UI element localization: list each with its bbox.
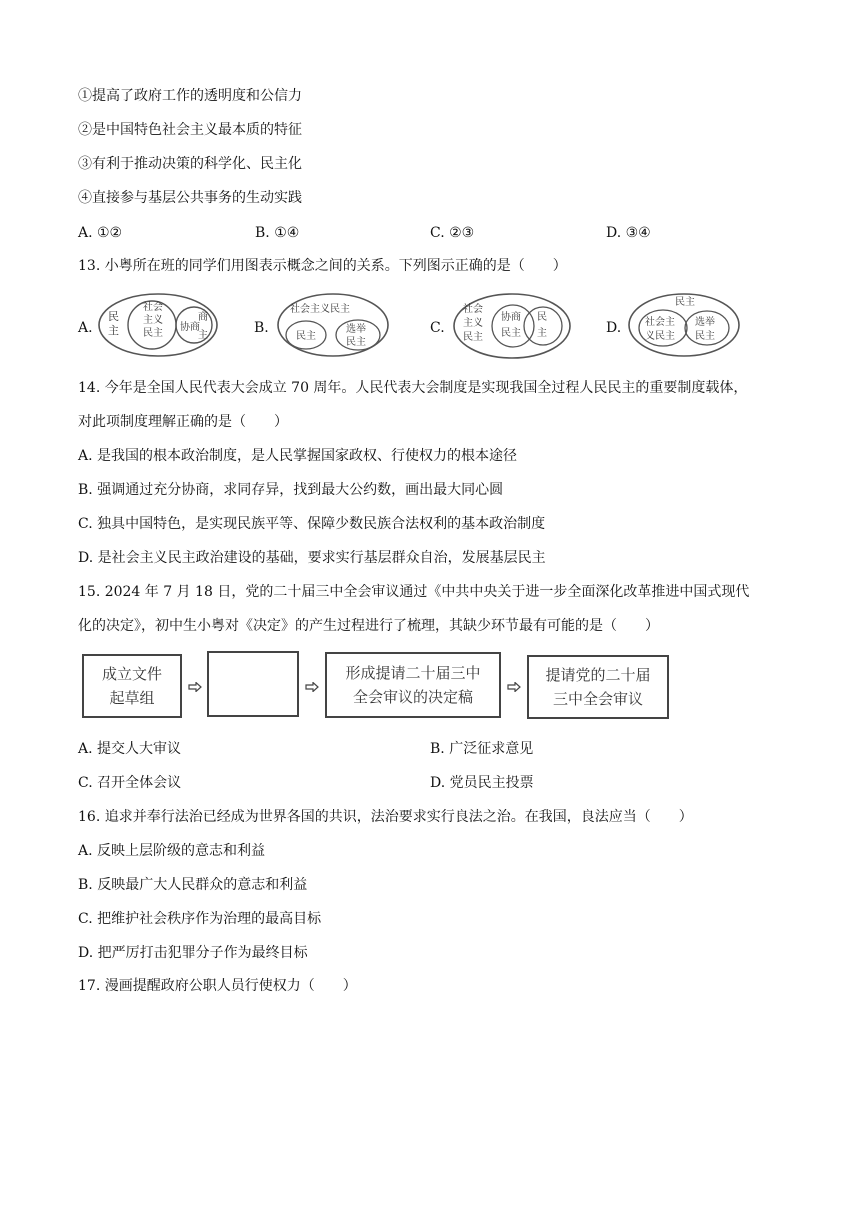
q13-stem: 13. 小粤所在班的同学们用图表示概念之间的关系。下列图示正确的是（ ） bbox=[78, 258, 567, 274]
flow-step-2-blank bbox=[207, 651, 299, 717]
svg-text:民主: 民主 bbox=[501, 328, 521, 339]
q14-option-d[interactable]: D. 是社会主义民主政治建设的基础，要求实行基层群众自治，发展基层民主 bbox=[78, 550, 546, 566]
q12-option-a[interactable]: A. ①② bbox=[78, 225, 123, 241]
q14-stem-line-2: 对此项制度理解正确的是（ ） bbox=[78, 414, 288, 430]
q15-stem-line-2: 化的决定》，初中生小粤对《决定》的产生过程进行了梳理，其缺少环节最有可能的是（ ） bbox=[78, 618, 659, 634]
q12-statement-3: ③有利于推动决策的科学化、民主化 bbox=[78, 156, 302, 172]
q14-stem-line-1: 14. 今年是全国人民代表大会成立 70 周年。人民代表大会制度是实现我国全过程人民民主的重要制度载体， bbox=[78, 380, 748, 396]
svg-text:协商: 协商 bbox=[180, 322, 200, 333]
svg-text:主: 主 bbox=[537, 328, 547, 339]
venn-a-outer-2: 主 bbox=[108, 324, 119, 337]
venn-diagram-a bbox=[96, 290, 220, 360]
q16-option-d[interactable]: D. 把严厉打击犯罪分子作为最终目标 bbox=[78, 945, 308, 961]
svg-text:主: 主 bbox=[198, 330, 208, 341]
q13-label-a[interactable]: A. bbox=[78, 320, 93, 336]
q13-label-d[interactable]: D. bbox=[606, 320, 622, 336]
q12-option-b[interactable]: B. ①④ bbox=[255, 225, 300, 241]
svg-text:民主: 民主 bbox=[143, 328, 163, 339]
q14-option-c[interactable]: C. 独具中国特色，是实现民族平等、保障少数民族合法权利的基本政治制度 bbox=[78, 516, 546, 532]
q12-statement-4: ④直接参与基层公共事务的生动实践 bbox=[78, 190, 302, 206]
svg-text:协商: 协商 bbox=[501, 312, 521, 323]
svg-text:义民主: 义民主 bbox=[645, 331, 675, 342]
flow-step-1: 成立文件 起草组 bbox=[82, 654, 182, 718]
q14-option-b[interactable]: B. 强调通过充分协商，求同存异，找到最大公约数，画出最大同心圆 bbox=[78, 482, 504, 498]
svg-text:民主: 民主 bbox=[463, 332, 483, 343]
svg-text:商: 商 bbox=[198, 312, 208, 323]
q15-option-b[interactable]: B. 广泛征求意见 bbox=[430, 741, 534, 757]
flow-step-3: 形成提请二十届三中 全会审议的决定稿 bbox=[325, 652, 501, 718]
svg-text:社会: 社会 bbox=[143, 302, 163, 313]
svg-text:民主: 民主 bbox=[346, 337, 366, 348]
q12-statement-2: ②是中国特色社会主义最本质的特征 bbox=[78, 122, 302, 138]
q14-option-a[interactable]: A. 是我国的根本政治制度，是人民掌握国家政权、行使权力的根本途径 bbox=[78, 448, 518, 464]
flow-arrow-3-icon bbox=[507, 682, 521, 692]
venn-diagram-b bbox=[276, 290, 390, 360]
q16-option-b[interactable]: B. 反映最广大人民群众的意志和利益 bbox=[78, 877, 308, 893]
svg-text:民主: 民主 bbox=[675, 297, 695, 308]
flow-arrow-1-icon bbox=[188, 682, 202, 692]
svg-text:选举: 选举 bbox=[346, 324, 366, 335]
svg-text:选举: 选举 bbox=[695, 317, 715, 328]
venn-a-outer-1: 民 bbox=[108, 310, 119, 323]
q13-label-c[interactable]: C. bbox=[430, 320, 445, 336]
q13-label-b[interactable]: B. bbox=[254, 320, 269, 336]
q15-option-c[interactable]: C. 召开全体会议 bbox=[78, 775, 182, 791]
q15-option-d[interactable]: D. 党员民主投票 bbox=[430, 775, 534, 791]
q16-option-c[interactable]: C. 把维护社会秩序作为治理的最高目标 bbox=[78, 911, 322, 927]
svg-text:主义: 主义 bbox=[143, 315, 163, 326]
q16-stem: 16. 追求并奉行法治已经成为世界各国的共识，法治要求实行良法之治。在我国，良法应当（ ） bbox=[78, 809, 693, 825]
q12-statement-1: ①提高了政府工作的透明度和公信力 bbox=[78, 88, 302, 104]
svg-text:民: 民 bbox=[537, 312, 547, 323]
q15-stem-line-1: 15. 2024 年 7 月 18 日，党的二十届三中全会审议通过《中共中央关于进一步全面深化改革推进中国式现代 bbox=[78, 584, 750, 600]
svg-text:民主: 民主 bbox=[695, 331, 715, 342]
q12-option-d[interactable]: D. ③④ bbox=[606, 225, 651, 241]
q17-stem: 17. 漫画提醒政府公职人员行使权力（ ） bbox=[78, 978, 357, 994]
venn-diagram-c bbox=[451, 290, 573, 362]
svg-text:主义: 主义 bbox=[463, 318, 483, 329]
svg-text:社会主: 社会主 bbox=[645, 317, 675, 328]
venn-diagram-d bbox=[627, 290, 741, 360]
q16-option-a[interactable]: A. 反映上层阶级的意志和利益 bbox=[78, 843, 266, 859]
flow-arrow-2-icon bbox=[305, 682, 319, 692]
svg-text:社会: 社会 bbox=[463, 304, 483, 315]
q12-option-c[interactable]: C. ②③ bbox=[430, 225, 475, 241]
flow-step-4: 提请党的二十届 三中全会审议 bbox=[527, 655, 669, 719]
q15-option-a[interactable]: A. 提交人大审议 bbox=[78, 741, 182, 757]
svg-text:社会主义民主: 社会主义民主 bbox=[290, 304, 350, 315]
svg-text:民主: 民主 bbox=[296, 331, 316, 342]
